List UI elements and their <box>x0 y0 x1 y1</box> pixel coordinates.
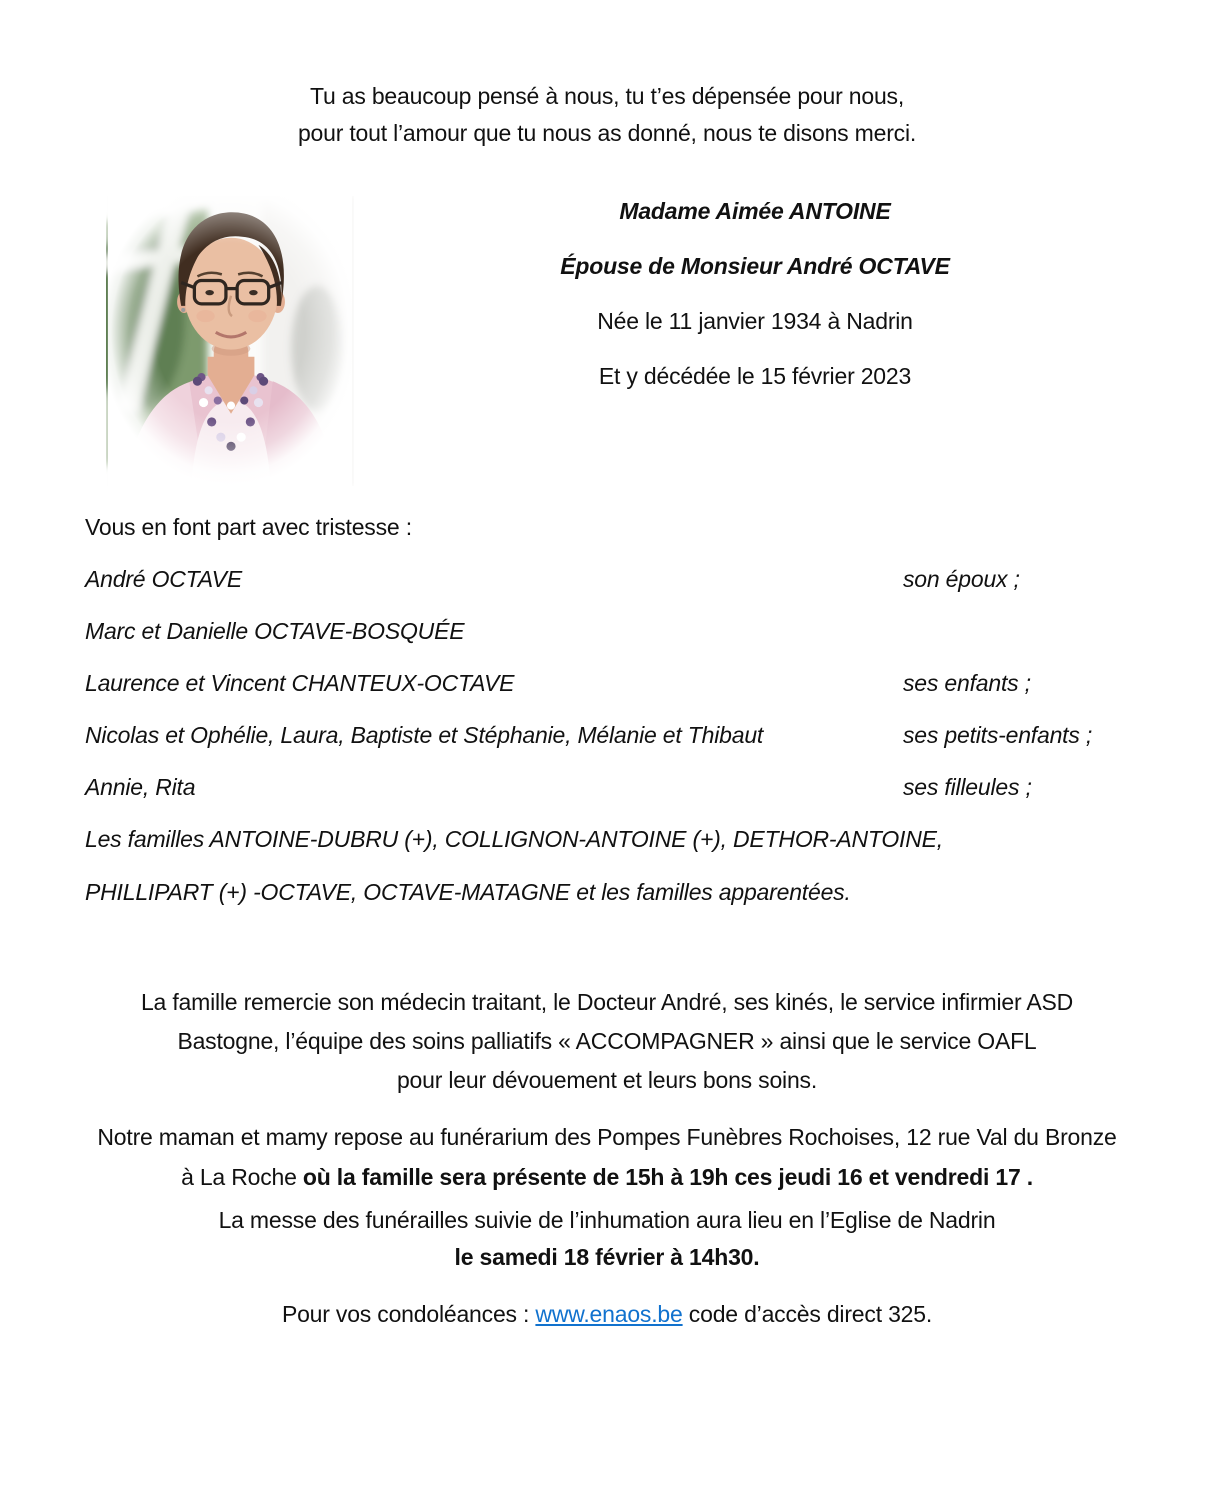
family-row <box>85 617 1155 645</box>
quote-line-1: Tu as beaucoup pensé à nous, tu t’es dépensée pour nous, <box>309 83 905 109</box>
related-families-line-1: Les familles ANTOINE-DUBRU (+), COLLIGNON-ANTOINE (+), DETHOR-ANTOINE, <box>85 826 943 852</box>
visitation-line-1: Notre maman et mamy repose au funérarium des Pompes Funèbres Rochoises, 12 rue Val du Bronze <box>97 1124 1117 1150</box>
visitation-hours: où la famille sera présente de 15h à 19h ces jeudi 16 et vendredi 17 . <box>302 1164 1033 1190</box>
condolences-line <box>0 1300 1214 1328</box>
family-relation: ses enfants ; <box>903 670 1031 696</box>
condolences-prefix: Pour vos condoléances : <box>281 1301 536 1327</box>
visitation-location: à La Roche <box>181 1164 303 1190</box>
thanks-line-3: pour leur dévouement et leurs bons soins. <box>396 1067 818 1093</box>
mass-date-time: le samedi 18 février à 14h30. <box>454 1244 760 1270</box>
family-row <box>85 721 1155 749</box>
opening-quote <box>0 78 1214 152</box>
family-relation: ses petits-enfants ; <box>903 722 1093 748</box>
mass-line-1: La messe des funérailles suivie de l’inhumation aura lieu en l’Eglise de Nadrin <box>218 1207 996 1233</box>
family-names: Nicolas et Ophélie, Laura, Baptiste et Stéphanie, Mélanie et Thibaut <box>85 722 764 748</box>
family-row <box>85 565 1155 593</box>
thanks-line-2: Bastogne, l’équipe des soins palliatifs « ACCOMPAGNER » ainsi que le service OAFL <box>177 1028 1037 1054</box>
visitation-paragraph <box>0 1117 1214 1197</box>
family-relation: ses filleules ; <box>903 774 1032 800</box>
family-names: Marc et Danielle OCTAVE-BOSQUÉE <box>85 618 465 644</box>
deceased-birth: Née le 11 janvier 1934 à Nadrin <box>597 308 913 334</box>
family-relation: son époux ; <box>903 566 1020 592</box>
condolences-suffix: code d’accès direct 325. <box>682 1301 933 1327</box>
deceased-header <box>350 197 1160 417</box>
family-names: Annie, Rita <box>85 774 196 800</box>
family-row <box>85 773 1155 801</box>
quote-line-2: pour tout l’amour que tu nous as donné, nous te disons merci. <box>297 120 917 146</box>
deceased-spouse: Épouse de Monsieur André OCTAVE <box>560 253 950 279</box>
visitation-line-2 <box>0 1157 1214 1197</box>
photo-vignette <box>108 196 352 486</box>
deceased-name: Madame Aimée ANTOINE <box>619 198 891 224</box>
family-names: Laurence et Vincent CHANTEUX-OCTAVE <box>85 670 515 696</box>
family-row <box>85 669 1155 697</box>
portrait-photo <box>106 196 354 486</box>
mass-paragraph <box>0 1202 1214 1276</box>
family-announcement <box>85 513 1155 931</box>
announcement-intro: Vous en font part avec tristesse : <box>85 514 412 540</box>
enaos-link[interactable]: www.enaos.be <box>535 1301 683 1327</box>
family-names: André OCTAVE <box>85 566 242 592</box>
thanks-line-1: La famille remercie son médecin traitant, le Docteur André, ses kinés, le service infirmier ASD <box>140 989 1074 1015</box>
related-families-line-2: PHILLIPART (+) -OCTAVE, OCTAVE-MATAGNE et les familles apparentées. <box>85 879 851 905</box>
thanks-paragraph <box>0 983 1214 1100</box>
deceased-death: Et y décédée le 15 février 2023 <box>598 363 912 389</box>
